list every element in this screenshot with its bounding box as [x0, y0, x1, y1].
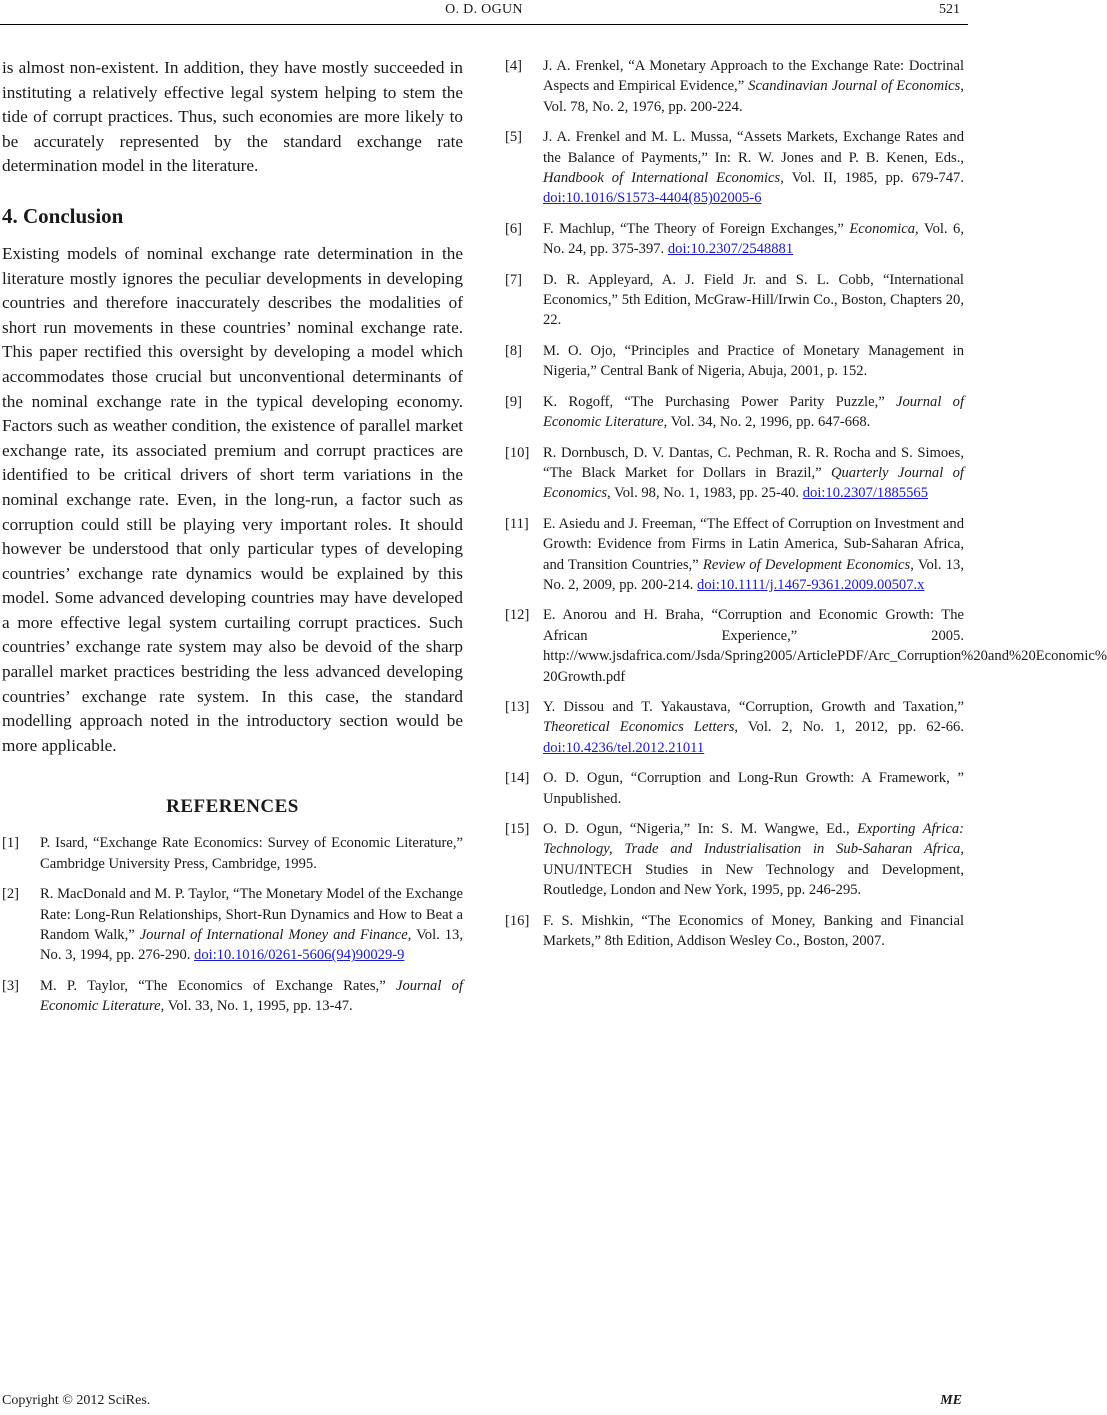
- reference-body: Y. Dissou and T. Yakaustava, “Corruption, Growth and Taxation,”: [543, 698, 964, 715]
- reference-number: [6]: [505, 220, 523, 237]
- reference-number: [14]: [505, 770, 530, 787]
- left-column: [2, 56, 463, 1027]
- reference-number: [2]: [2, 886, 20, 903]
- reference-item: [2, 884, 463, 966]
- reference-text: [40, 835, 463, 871]
- doi-link[interactable]: doi:10.2307/1885565: [802, 485, 928, 502]
- reference-list-left: [2, 833, 463, 1016]
- reference-text: [543, 272, 964, 329]
- reference-body: E. Anorou and H. Braha, “Corruption and Economic Growth: The African Experience,” 2005. http://www.jsdafrica.com/Jsda/Spring2005/ArticlePDF/Arc_Corruption%20and%20Economic% 20Growth.pdf: [543, 607, 1107, 685]
- reference-body: P. Isard, “Exchange Rate Economics: Survey of Economic Literature,” Cambridge University Press, Cambridge, 1995.: [40, 835, 463, 872]
- reference-details: , Vol. 78, No. 2, 1976, pp. 200-224.: [543, 78, 965, 115]
- reference-text: [543, 394, 964, 430]
- reference-number: [15]: [505, 821, 530, 837]
- running-head: [0, 0, 968, 24]
- reference-source-title: Economica: [849, 220, 916, 237]
- header-rule: [0, 24, 968, 25]
- reference-source-title: Handbook of International Economics: [543, 170, 781, 187]
- copyright-notice: Copyright © 2012 SciRes.: [2, 1393, 151, 1408]
- reference-details: , Vol. 13, No. 2, 2009, pp. 200-214.: [543, 556, 964, 593]
- reference-item: [505, 392, 964, 433]
- reference-details: , Vol. 33, No. 1, 1995, pp. 13-47.: [160, 998, 353, 1015]
- reference-number: [1]: [2, 835, 20, 852]
- conclusion-paragraph: Existing models of nominal exchange rate determination in the literature mostly ignores the peculiar developments in developing countries and therefore inaccurately describes the modalities of short run movements in these countries’ nominal exchange rate. This paper rectified this oversight by developing a model which accommodates those crucial but unconventional determinants of the nominal exchange rate in the typical developing economy. Factors such as weather condition, the existence of parallel market exchange rate, its associated premium and corrupt practices are identified to be critical drivers of short term variations in the nominal exchange rate. Even, in the long-run, a factor such as corruption could still be playing very important roles. It should however be understood that only particular types of developing countries’ exchange rate dynamics would be explained by this model. Some advanced developing countries may have developed a more effective legal system curtailing corrupt practices. Such countries’ exchange rate system may also be devoid of the sharp parallel market practices bestriding the less advanced developing countries’ exchange rate system. In this case, the standard modelling approach noted in the introductory section would be more applicable.: [2, 243, 463, 755]
- reference-body: F. Machlup, “The Theory of Foreign Exchanges,”: [543, 220, 850, 237]
- reference-text: [543, 607, 1107, 684]
- reference-body: O. D. Ogun, “Corruption and Long-Run Growth: A Framework, ” Unpublished.: [543, 770, 964, 807]
- reference-item: [505, 768, 964, 809]
- reference-body: M. P. Taylor, “The Economics of Exchange Rates,”: [40, 977, 396, 994]
- reference-item: [505, 127, 964, 209]
- reference-text: [543, 445, 964, 502]
- reference-body: F. S. Mishkin, “The Economics of Money, Banking and Financial Markets,” 8th Edition, Addison Wesley Co., Boston, 2007.: [543, 912, 964, 950]
- right-column: [505, 56, 1107, 961]
- references-heading: REFERENCES: [166, 796, 299, 818]
- reference-text: [543, 343, 964, 379]
- reference-source-title: Quarterly Journal of Economics: [543, 464, 964, 502]
- reference-item: [505, 56, 964, 117]
- reference-number: [7]: [505, 271, 523, 288]
- reference-number: [16]: [505, 912, 530, 929]
- reference-item: [2, 976, 463, 1017]
- reference-item: [505, 341, 964, 382]
- reference-text: [543, 821, 964, 898]
- doi-link[interactable]: doi:10.1016/S1573-4404(85)02005-6: [543, 190, 762, 207]
- reference-source-title: Journal of Economic Literature: [543, 393, 965, 431]
- reference-body: J. A. Frenkel and M. L. Mussa, “Assets Markets, Exchange Rates and the Balance of Payments,” In: R. W. Jones and P. B. Kenen, Eds.,: [543, 129, 964, 166]
- reference-text: [543, 770, 964, 806]
- reference-number: [10]: [505, 444, 530, 461]
- reference-text: [543, 516, 964, 593]
- reference-item: [505, 697, 964, 758]
- reference-number: [9]: [505, 393, 523, 410]
- intro-paragraph: is almost non-existent. In addition, they have mostly succeeded in instituting a relatively effective legal system helping to stem the tide of corrupt practices. Thus, such economies are more likely to be accurately represented by the standard exchange rate determination model in the literature.: [2, 58, 463, 176]
- reference-text: [543, 221, 964, 257]
- reference-source-title: Theoretical Economics Letters: [543, 719, 735, 736]
- reference-item: [505, 605, 1107, 687]
- reference-body: M. O. Ojo, “Principles and Practice of Monetary Management in Nigeria,” Central Bank of Nigeria, Abuja, 2001, p. 152.: [543, 342, 964, 380]
- reference-text: [543, 913, 964, 949]
- reference-item: [505, 270, 964, 331]
- reference-details: , Vol. II, 1985, pp. 679-747.: [780, 170, 964, 187]
- reference-item: [505, 819, 964, 901]
- reference-item: [505, 219, 964, 260]
- doi-link[interactable]: doi:10.1016/0261-5606(94)90029-9: [194, 947, 405, 964]
- reference-source-title: Journal of Economic Literature: [40, 977, 464, 1015]
- reference-number: [12]: [505, 607, 530, 624]
- reference-details: , Vol. 6, No. 24, pp. 375-397.: [543, 220, 964, 258]
- reference-body: K. Rogoff, “The Purchasing Power Parity Puzzle,”: [543, 393, 896, 410]
- doi-link[interactable]: doi:10.2307/2548881: [667, 241, 794, 258]
- reference-number: [8]: [505, 342, 523, 359]
- reference-source-title: Exporting Africa: Technology, Trade and Industrialisation in Sub-Saharan Africa: [543, 821, 965, 858]
- reference-text: [543, 58, 964, 115]
- reference-item: [505, 514, 964, 596]
- reference-number: [11]: [505, 515, 529, 532]
- reference-number: [4]: [505, 58, 523, 74]
- doi-link[interactable]: doi:10.1111/j.1467-9361.2009.00507.x: [697, 576, 925, 593]
- reference-details: , UNU/INTECH Studies in New Technology and Development, Routledge, London and New York, 1995, pp. 246-295.: [543, 841, 964, 899]
- reference-body: J. A. Frenkel, “A Monetary Approach to the Exchange Rate: Doctrinal Aspects and Empirical Evidence,”: [543, 58, 964, 95]
- reference-item: [2, 833, 463, 874]
- reference-number: [13]: [505, 698, 530, 715]
- section-heading-conclusion: 4. Conclusion: [2, 203, 124, 228]
- doi-link[interactable]: doi:10.4236/tel.2012.21011: [543, 739, 705, 756]
- reference-body: E. Asiedu and J. Freeman, “The Effect of Corruption on Investment and Growth: Evidence from Firms in Latin America, Sub-Saharan Africa, and Transition Countries,”: [543, 515, 964, 573]
- reference-text: [40, 886, 463, 963]
- running-head-author: O. D. OGUN: [445, 2, 523, 17]
- reference-list-right: [505, 56, 1107, 951]
- reference-item: [505, 911, 964, 952]
- reference-source-title: Review of Development Economics: [702, 556, 911, 573]
- reference-text: [543, 699, 964, 756]
- reference-details: , Vol. 34, No. 2, 1996, pp. 647-668.: [663, 414, 871, 431]
- reference-details: , Vol. 2, No. 1, 2012, pp. 62-66.: [734, 719, 964, 736]
- reference-body: O. D. Ogun, “Nigeria,” In: S. M. Wangwe, Ed.,: [543, 821, 858, 837]
- reference-item: [505, 443, 964, 504]
- reference-source-title: Journal of International Money and Finance: [139, 927, 408, 944]
- reference-body: R. Dornbusch, D. V. Dantas, C. Pechman, R. R. Rocha and S. Simoes, “The Black Market for Dollars in Brazil,”: [543, 444, 964, 481]
- reference-details: , Vol. 98, No. 1, 1983, pp. 25-40.: [607, 485, 803, 502]
- reference-text: [40, 978, 463, 1014]
- reference-number: [3]: [2, 977, 20, 994]
- reference-details: , Vol. 13, No. 3, 1994, pp. 276-290.: [40, 927, 463, 964]
- reference-body: R. MacDonald and M. P. Taylor, “The Monetary Model of the Exchange Rate: Long-Run Relationships, Short-Run Dynamics and How to Beat a Random Walk,”: [40, 886, 463, 944]
- reference-body: D. R. Appleyard, A. J. Field Jr. and S. L. Cobb, “International Economics,” 5th Edition, McGraw-Hill/Irwin Co., Boston, Chapters 20, 22.: [543, 271, 964, 329]
- reference-number: [5]: [505, 129, 523, 146]
- reference-source-title: Scandinavian Journal of Economics: [748, 78, 961, 95]
- reference-text: [543, 129, 964, 206]
- journal-abbrev: ME: [940, 1393, 962, 1408]
- page-number: 521: [939, 2, 960, 17]
